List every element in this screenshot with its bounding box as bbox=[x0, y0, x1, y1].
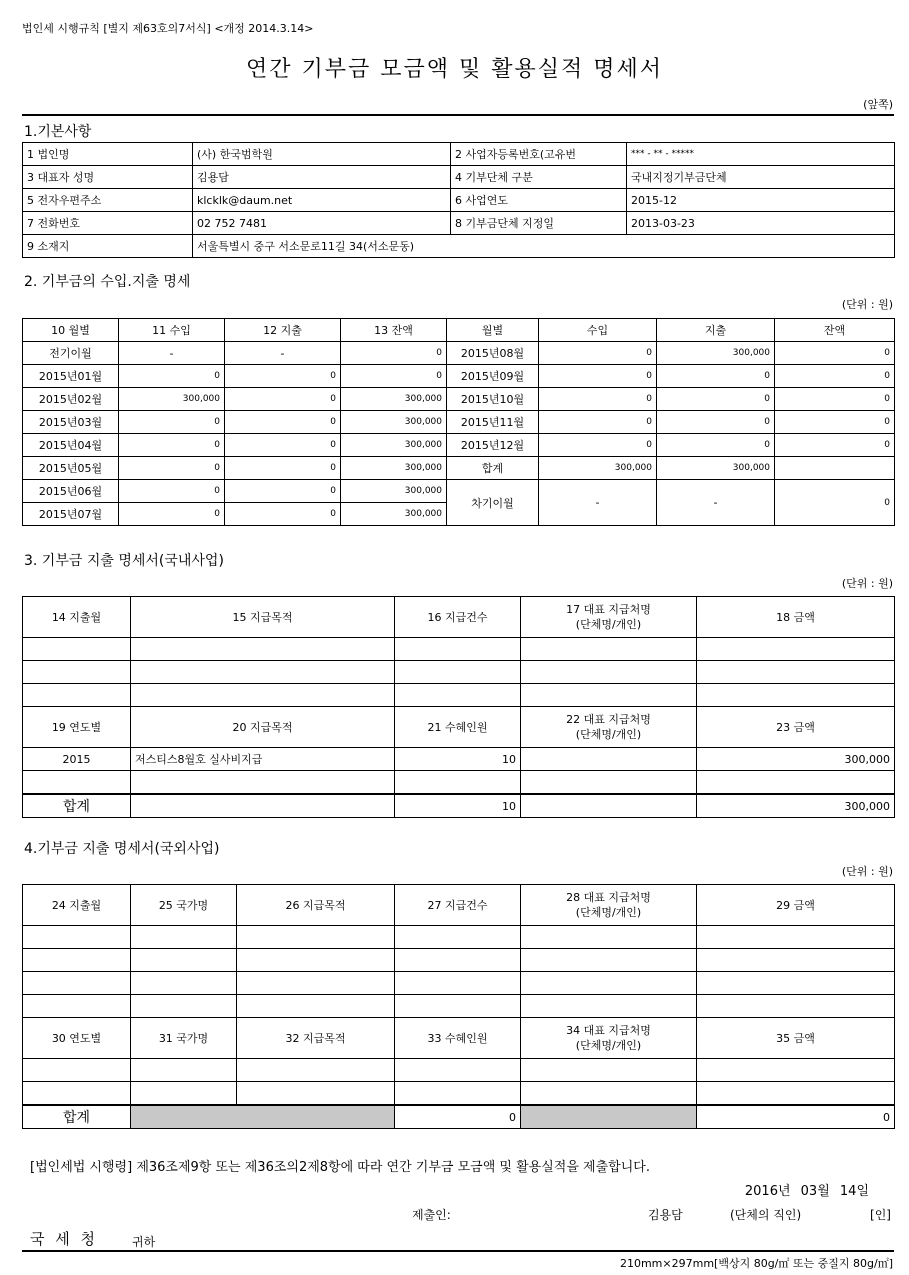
header-cell: 16 지급건수 bbox=[395, 597, 521, 638]
header-cell: 30 연도별 bbox=[23, 1018, 131, 1059]
balance-cell: 300,000 bbox=[341, 434, 447, 457]
month-cell: 2015년11월 bbox=[447, 411, 539, 434]
business-year: 2015-12 bbox=[627, 189, 895, 212]
unit-label: (단위 : 원) bbox=[841, 865, 893, 878]
income-cell: 300,000 bbox=[539, 457, 657, 480]
table-row bbox=[23, 972, 895, 995]
header-cell: 12 지출 bbox=[225, 319, 341, 342]
expense-cell: 0 bbox=[657, 434, 775, 457]
month-cell: 2015년05월 bbox=[23, 457, 119, 480]
submitter-label: 제출인: bbox=[412, 1208, 451, 1222]
table-row bbox=[23, 235, 895, 258]
total-count: 10 bbox=[395, 794, 521, 818]
total-amount: 300,000 bbox=[697, 794, 895, 818]
table-row bbox=[23, 638, 895, 661]
total-amount: 0 bbox=[697, 1105, 895, 1129]
table-header-row bbox=[23, 885, 895, 926]
header-cell: 31 국가명 bbox=[131, 1018, 237, 1059]
email: klcklk@daum.net bbox=[193, 189, 451, 212]
basic-info-table bbox=[22, 142, 895, 258]
table-header-row bbox=[23, 597, 895, 638]
label-cell: 2 사업자등록번호(고유번 bbox=[451, 143, 627, 166]
month-cell: 2015년01월 bbox=[23, 365, 119, 388]
designation-date: 2013-03-23 bbox=[627, 212, 895, 235]
month-cell: 2015년03월 bbox=[23, 411, 119, 434]
label-cell: 4 기부단체 구분 bbox=[451, 166, 627, 189]
header-cell: 13 잔액 bbox=[341, 319, 447, 342]
expense-cell: 0 bbox=[657, 365, 775, 388]
income-cell: 0 bbox=[119, 411, 225, 434]
table-row bbox=[23, 926, 895, 949]
table-row bbox=[23, 143, 895, 166]
business-number: *** - ** - ***** bbox=[627, 143, 895, 166]
org-type: 국내지정기부금단체 bbox=[627, 166, 895, 189]
header-cell: 35 금액 bbox=[697, 1018, 895, 1059]
header-cell: 10 월별 bbox=[23, 319, 119, 342]
header-cell: 지출 bbox=[657, 319, 775, 342]
income-cell: 0 bbox=[539, 411, 657, 434]
month-cell: 전기이월 bbox=[23, 342, 119, 365]
table-row bbox=[23, 661, 895, 684]
header-cell: 25 국가명 bbox=[131, 885, 237, 926]
expense-cell: 0 bbox=[225, 411, 341, 434]
purpose-cell: 저스티스8월호 실사비지급 bbox=[131, 748, 395, 771]
income-expense-table bbox=[22, 318, 895, 526]
address: 서울특별시 중구 서소문로11길 34(서소문동) bbox=[193, 235, 895, 258]
table-row bbox=[23, 342, 895, 365]
income-cell: 0 bbox=[539, 388, 657, 411]
expense-cell: - bbox=[225, 342, 341, 365]
month-cell: 2015년08월 bbox=[447, 342, 539, 365]
header-cell: 19 연도별 bbox=[23, 707, 131, 748]
overseas-expense-table bbox=[22, 884, 895, 1129]
label-cell: 9 소재지 bbox=[23, 235, 193, 258]
footer-divider bbox=[22, 1250, 894, 1252]
balance-cell: 300,000 bbox=[341, 480, 447, 503]
label-cell: 6 사업연도 bbox=[451, 189, 627, 212]
table-row bbox=[23, 1082, 895, 1106]
page-label: (앞쪽) bbox=[863, 98, 893, 111]
header-cell: 23 금액 bbox=[697, 707, 895, 748]
header-cell: 22 대표 지급처명 (단체명/개인) bbox=[521, 707, 697, 748]
table-row bbox=[23, 1059, 895, 1082]
table-row bbox=[23, 748, 895, 771]
income-cell: 0 bbox=[539, 342, 657, 365]
header-cell: 17 대표 지급처명 (단체명/개인) bbox=[521, 597, 697, 638]
amount-cell: 300,000 bbox=[697, 748, 895, 771]
header-cell: 24 지출월 bbox=[23, 885, 131, 926]
total-count: 0 bbox=[395, 1105, 521, 1129]
expense-cell: 0 bbox=[657, 388, 775, 411]
balance-cell: 300,000 bbox=[341, 503, 447, 526]
header-cell: 18 금액 bbox=[697, 597, 895, 638]
month-cell: 합계 bbox=[447, 457, 539, 480]
income-cell: 0 bbox=[119, 457, 225, 480]
header-cell: 26 지급목적 bbox=[237, 885, 395, 926]
unit-label: (단위 : 원) bbox=[841, 577, 893, 590]
table-row bbox=[23, 771, 895, 795]
section-2-heading: 2. 기부금의 수입.지출 명세 bbox=[24, 274, 191, 290]
balance-cell bbox=[775, 457, 895, 480]
table-row bbox=[23, 166, 895, 189]
total-row bbox=[23, 1105, 895, 1129]
carry-over-label: 차기이월 bbox=[447, 480, 539, 526]
balance-cell: 0 bbox=[341, 365, 447, 388]
table-row bbox=[23, 457, 895, 480]
paper-spec: 210mm×297mm[백상지 80g/㎡ 또는 중질지 80g/㎡] bbox=[619, 1257, 893, 1270]
month-cell: 2015년12월 bbox=[447, 434, 539, 457]
month-cell: 2015년07월 bbox=[23, 503, 119, 526]
total-label: 합계 bbox=[23, 1105, 131, 1129]
table-header-row bbox=[23, 707, 895, 748]
table-row bbox=[23, 411, 895, 434]
label-cell: 1 법인명 bbox=[23, 143, 193, 166]
balance-cell: 0 bbox=[341, 342, 447, 365]
header-divider bbox=[22, 114, 894, 116]
header-cell: 20 지급목적 bbox=[131, 707, 395, 748]
balance-cell: 300,000 bbox=[341, 411, 447, 434]
page-title: 연간 기부금 모금액 및 활용실적 명세서 bbox=[246, 57, 663, 82]
seal-mark: [인] bbox=[870, 1208, 891, 1222]
shaded-cell bbox=[131, 1105, 395, 1129]
expense-cell: 0 bbox=[225, 434, 341, 457]
income-cell: 0 bbox=[119, 365, 225, 388]
form-reference: 법인세 시행규칙 [별지 제63호의7서식] <개정 2014.3.14> bbox=[22, 22, 314, 35]
corp-name: (사) 한국범학원 bbox=[193, 143, 451, 166]
expense-cell: 0 bbox=[225, 457, 341, 480]
expense-cell: 0 bbox=[225, 480, 341, 503]
table-row bbox=[23, 434, 895, 457]
table-row bbox=[23, 365, 895, 388]
table-row bbox=[23, 995, 895, 1018]
section-1-heading: 1.기본사항 bbox=[24, 124, 92, 140]
submitter-name: 김용담 bbox=[648, 1208, 683, 1222]
header-cell: 14 지출월 bbox=[23, 597, 131, 638]
label-cell: 5 전자우편주소 bbox=[23, 189, 193, 212]
header-cell: 월별 bbox=[447, 319, 539, 342]
submission-date: 2016년 03월 14일 bbox=[744, 1184, 869, 1199]
header-cell: 21 수혜인원 bbox=[395, 707, 521, 748]
month-cell: 2015년06월 bbox=[23, 480, 119, 503]
table-header-row bbox=[23, 1018, 895, 1059]
total-row bbox=[23, 794, 895, 818]
unit-label: (단위 : 원) bbox=[841, 298, 893, 311]
balance-cell: 0 bbox=[775, 388, 895, 411]
expense-cell: 300,000 bbox=[657, 342, 775, 365]
table-row bbox=[23, 949, 895, 972]
income-cell: 0 bbox=[119, 503, 225, 526]
month-cell: 2015년09월 bbox=[447, 365, 539, 388]
section-3-heading: 3. 기부금 지출 명세서(국내사업) bbox=[24, 553, 224, 569]
header-cell: 11 수입 bbox=[119, 319, 225, 342]
label-cell: 3 대표자 성명 bbox=[23, 166, 193, 189]
balance-cell: 0 bbox=[775, 434, 895, 457]
table-row bbox=[23, 388, 895, 411]
table-header-row bbox=[23, 319, 895, 342]
year-cell: 2015 bbox=[23, 748, 131, 771]
income-cell: 0 bbox=[539, 434, 657, 457]
income-cell: 0 bbox=[539, 365, 657, 388]
expense-cell: 0 bbox=[225, 388, 341, 411]
header-cell: 32 지급목적 bbox=[237, 1018, 395, 1059]
header-cell: 29 금액 bbox=[697, 885, 895, 926]
domestic-expense-table bbox=[22, 596, 895, 818]
income-cell: 0 bbox=[119, 434, 225, 457]
month-cell: 2015년10월 bbox=[447, 388, 539, 411]
expense-cell: 300,000 bbox=[657, 457, 775, 480]
total-label: 합계 bbox=[23, 794, 131, 818]
header-cell: 잔액 bbox=[775, 319, 895, 342]
expense-cell: 0 bbox=[657, 411, 775, 434]
label-cell: 7 전화번호 bbox=[23, 212, 193, 235]
header-cell: 15 지급목적 bbox=[131, 597, 395, 638]
section-4-heading: 4.기부금 지출 명세서(국외사업) bbox=[24, 841, 220, 857]
carry-over-balance: 0 bbox=[775, 480, 895, 526]
balance-cell: 0 bbox=[775, 365, 895, 388]
balance-cell: 300,000 bbox=[341, 388, 447, 411]
recipient-honorific: 귀하 bbox=[132, 1235, 156, 1249]
org-seal-label: (단체의 직인) bbox=[730, 1208, 802, 1222]
table-row bbox=[23, 189, 895, 212]
balance-cell: 300,000 bbox=[341, 457, 447, 480]
table-row bbox=[23, 480, 895, 503]
balance-cell: 0 bbox=[775, 342, 895, 365]
phone: 02 752 7481 bbox=[193, 212, 451, 235]
table-row bbox=[23, 212, 895, 235]
recipient-office: 국 세 청 bbox=[30, 1230, 99, 1248]
carry-over-expense: - bbox=[657, 480, 775, 526]
expense-cell: 0 bbox=[225, 365, 341, 388]
month-cell: 2015년02월 bbox=[23, 388, 119, 411]
representative-name: 김용담 bbox=[193, 166, 451, 189]
header-cell: 33 수혜인원 bbox=[395, 1018, 521, 1059]
income-cell: 300,000 bbox=[119, 388, 225, 411]
month-cell: 2015년04월 bbox=[23, 434, 119, 457]
beneficiary-count: 10 bbox=[395, 748, 521, 771]
header-cell: 28 대표 지급처명 (단체명/개인) bbox=[521, 885, 697, 926]
header-cell: 27 지급건수 bbox=[395, 885, 521, 926]
header-cell: 수입 bbox=[539, 319, 657, 342]
carry-over-income: - bbox=[539, 480, 657, 526]
closing-statement: [법인세법 시행령] 제36조제9항 또는 제36조의2제8항에 따라 연간 기부금 모금액 및 활용실적을 제출합니다. bbox=[30, 1160, 650, 1175]
label-cell: 8 기부금단체 지정일 bbox=[451, 212, 627, 235]
income-cell: 0 bbox=[119, 480, 225, 503]
balance-cell: 0 bbox=[775, 411, 895, 434]
shaded-cell bbox=[521, 1105, 697, 1129]
table-row bbox=[23, 684, 895, 707]
income-cell: - bbox=[119, 342, 225, 365]
expense-cell: 0 bbox=[225, 503, 341, 526]
header-cell: 34 대표 지급처명 (단체명/개인) bbox=[521, 1018, 697, 1059]
